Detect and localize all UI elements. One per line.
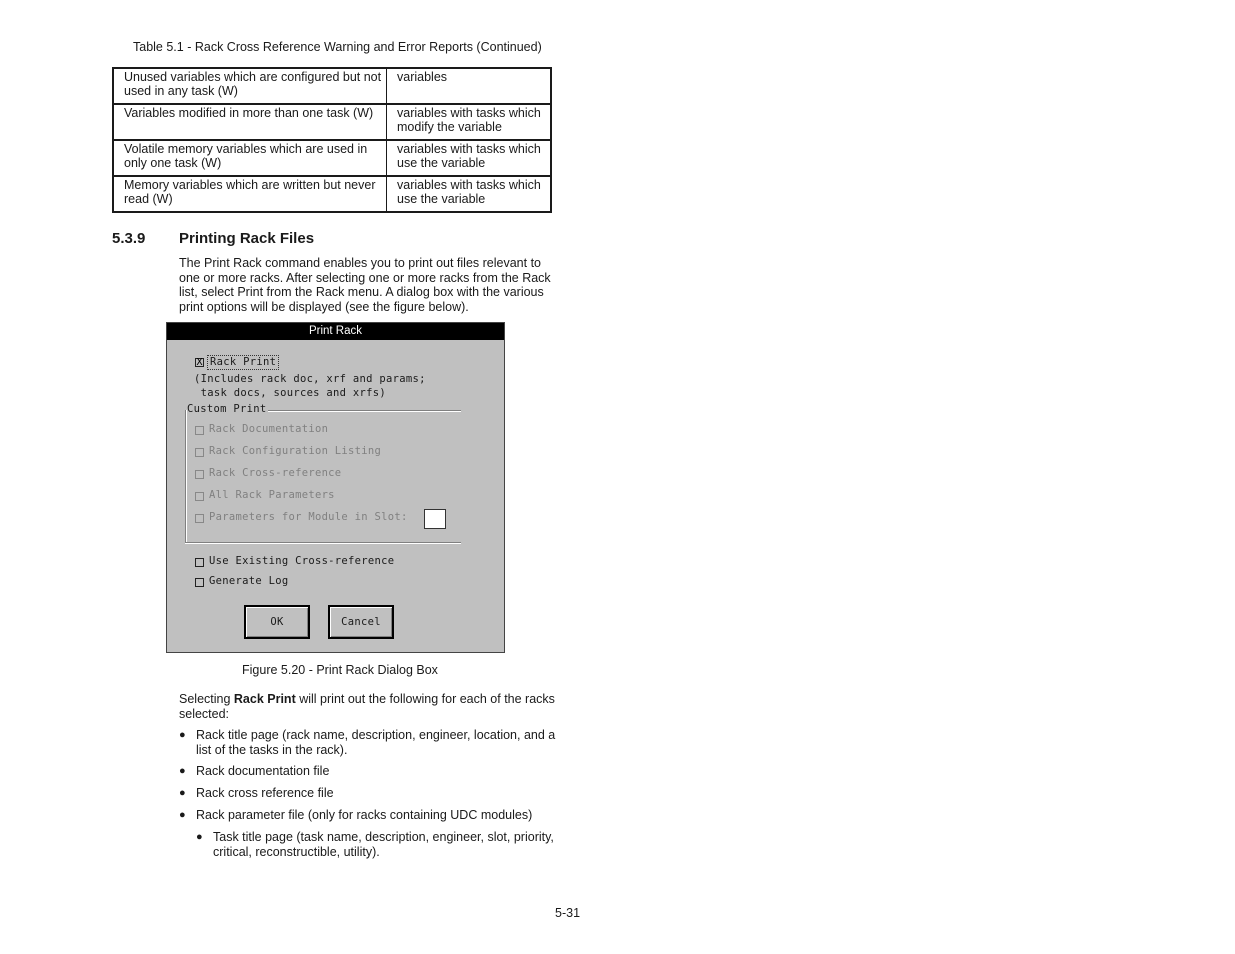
parameters-module-slot-label: Parameters for Module in Slot: (209, 511, 408, 523)
all-rack-parameters-checkbox[interactable] (195, 492, 204, 501)
contents-cell: variables with tasks which modify the variable (387, 104, 552, 140)
contents-cell: variables with tasks which use the variable (387, 176, 552, 212)
rack-print-paragraph (179, 692, 559, 721)
rack-configuration-listing-checkbox[interactable] (195, 448, 204, 457)
rack-print-note-line1: (Includes rack doc, xrf and params; (194, 373, 426, 385)
rack-print-checkbox[interactable]: X (196, 357, 203, 368)
contents-cell: variables (397, 70, 448, 84)
generate-log-label: Generate Log (209, 575, 289, 587)
report-cell: Memory variables which are written but never read (W) (113, 176, 387, 212)
slot-input[interactable] (424, 509, 446, 529)
rack-cross-reference-checkbox[interactable] (195, 470, 204, 479)
rack-documentation-label: Rack Documentation (209, 423, 329, 435)
rack-documentation-checkbox[interactable] (195, 426, 204, 435)
paragraph-text-pre: Selecting (179, 692, 234, 706)
bullet-icon: ● (179, 787, 186, 799)
section-number: 5.3.9 (112, 230, 146, 247)
rack-print-emphasis: Rack Print (233, 692, 296, 706)
dialog-title-bar: Print Rack (167, 323, 504, 340)
paragraph-text-post: will print out the following for each of the racks selected: (179, 692, 555, 721)
cross-reference-table (112, 67, 552, 213)
bullet-item: Rack cross reference file (196, 786, 334, 800)
section-title: Printing Rack Files (179, 230, 315, 247)
use-existing-cross-reference-checkbox[interactable] (195, 558, 204, 567)
group-border-bottom-highlight (185, 543, 461, 544)
bullet-item: Rack title page (rack name, description, engineer, location, and a list of the tasks in the rack). (196, 728, 556, 757)
rack-cross-reference-label: Rack Cross-reference (209, 467, 342, 479)
report-cell: Volatile memory variables which are used in only one task (W) (113, 140, 387, 176)
figure-caption: Figure 5.20 - Print Rack Dialog Box (242, 663, 438, 677)
table-row (113, 104, 551, 140)
print-rack-dialog (166, 322, 505, 653)
group-border-left-highlight (186, 410, 187, 543)
sub-bullet-icon: ● (196, 831, 203, 843)
cancel-button[interactable]: Cancel (328, 605, 394, 639)
rack-configuration-listing-label: Rack Configuration Listing (209, 445, 382, 457)
bullet-item: Rack parameter file (only for racks containing UDC modules) (196, 808, 533, 822)
bullet-icon: ● (179, 809, 186, 821)
table-row (113, 140, 551, 176)
generate-log-checkbox[interactable] (195, 578, 204, 587)
sub-bullet-item: Task title page (task name, description, engineer, slot, priority, critical, reconstructible, utility). (213, 830, 554, 859)
table-row (113, 68, 551, 104)
all-rack-parameters-label: All Rack Parameters (209, 489, 335, 501)
parameters-module-slot-checkbox[interactable] (195, 514, 204, 523)
bullet-item: Rack documentation file (196, 764, 330, 778)
table-caption: Table 5.1 - Rack Cross Reference Warning and Error Reports (Continued) (133, 40, 542, 54)
report-cell: Unused variables which are configured but not used in any task (W) (113, 68, 387, 104)
custom-print-group-label: Custom Print (187, 403, 267, 415)
bullet-icon: ● (179, 765, 186, 777)
intro-paragraph: The Print Rack command enables you to print out files relevant to one or more racks. After selecting one or more racks from the Rack list, select Print from the Rack menu. A dialog box with the various print options will be displayed (see the figure below). (179, 256, 551, 314)
contents-cell: variables with tasks which use the variable (387, 140, 552, 176)
rack-print-label[interactable]: Rack Print (207, 355, 279, 370)
table-row (113, 176, 551, 212)
page-number: 5-31 (555, 906, 581, 920)
report-cell: Variables modified in more than one task (W) (113, 104, 387, 140)
bullet-icon: ● (179, 729, 186, 741)
ok-button[interactable]: OK (244, 605, 310, 639)
use-existing-cross-reference-label: Use Existing Cross-reference (209, 555, 395, 567)
rack-print-note-line2: task docs, sources and xrfs) (194, 387, 387, 399)
